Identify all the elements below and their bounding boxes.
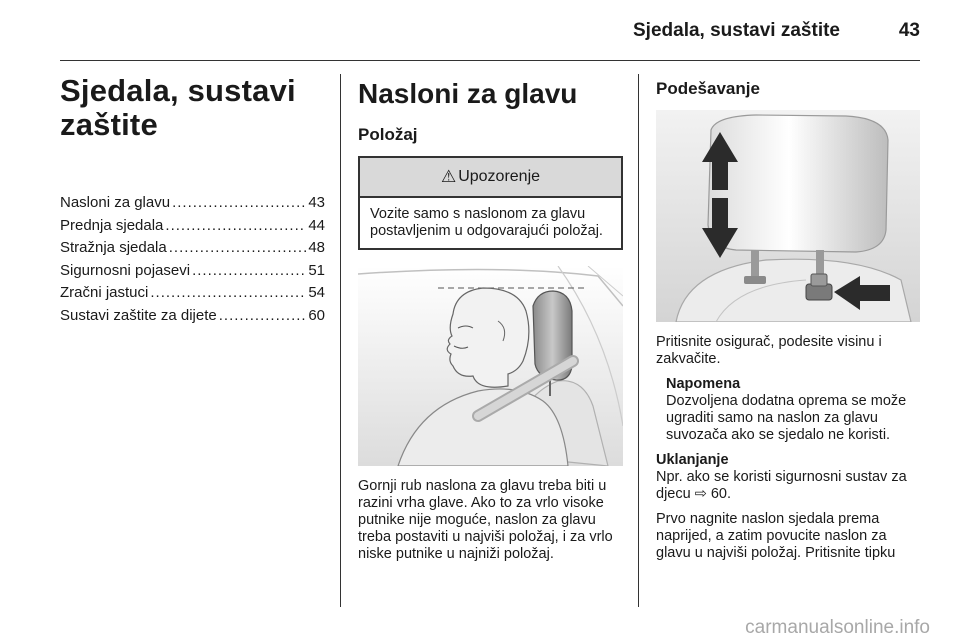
removal-text-1: Npr. ako se koristi sigurnosni sustav za djecu ⇨ 60. (656, 469, 907, 502)
note-box (666, 376, 921, 444)
position-description: Gornji rub naslona za glavu treba biti u razini vrha glave. Ako to za vrlo visoke putnike nije moguće, naslon za glavu treba postaviti u najviši položaj, i za vrlo niske putnike u najniži položaj. (358, 478, 613, 562)
adjustment-description: Pritisnite osigurač, podesite visinu i zakvačite. (656, 334, 882, 367)
toc-item-zracni-jastuci[interactable]: Zračni jastuci ..... 54 (60, 282, 325, 305)
toc-item-nasloni-za-glavu[interactable]: Nasloni za glavu ..... 43 (60, 192, 325, 215)
toc-item-sustavi-zastite-za-dijete[interactable]: Sustavi zaštite za dijete ..... 60 (60, 305, 325, 328)
toc-leader (150, 282, 306, 305)
removal-text-2: Prvo nagnite naslon sjedala prema naprijed, a zatim povucite naslon za glavu u najviši položaj. Pritisnite tipku (656, 511, 896, 561)
adjustment-heading: Podešavanje (656, 79, 760, 98)
warning-icon: ⚠ (440, 167, 457, 186)
headrest-adjustment-illustration (656, 110, 920, 322)
position-heading: Položaj (358, 125, 418, 144)
table-of-contents (60, 192, 325, 327)
note-text: Dozvoljena dodatna oprema se može ugraditi samo na naslon za glavu suvozača ako se sjedalo ne koristi. (666, 393, 907, 443)
running-header-title: Sjedala, sustavi zaštite (633, 20, 840, 41)
toc-leader (172, 192, 306, 215)
headrest-position-illustration (358, 266, 623, 466)
column-divider-1 (340, 74, 341, 607)
warning-text: Vozite samo s naslonom za glavu postavljenim u odgovarajući položaj. (370, 206, 603, 239)
chapter-title: Sjedala, sustavi zaštite (60, 73, 296, 142)
warning-box (358, 156, 623, 250)
adjustment-column (656, 74, 921, 570)
toc-item-prednja-sjedala[interactable]: Prednja sjedala ..... 44 (60, 215, 325, 238)
warning-header (360, 158, 621, 198)
note-heading: Napomena (666, 376, 741, 392)
toc-leader (192, 260, 306, 283)
column-divider-2 (638, 74, 639, 607)
toc-leader (165, 215, 306, 238)
toc-leader (219, 305, 307, 328)
removal-heading: Uklanjanje (656, 452, 729, 468)
toc-leader (169, 237, 307, 260)
page-number: 43 (898, 20, 920, 41)
warning-title: Upozorenje (458, 168, 541, 185)
header-divider (60, 60, 920, 61)
position-column (358, 74, 623, 563)
toc-item-sigurnosni-pojasevi[interactable]: Sigurnosni pojasevi ..... 51 (60, 260, 325, 283)
section-title: Nasloni za glavu (358, 78, 578, 109)
chapter-column (60, 74, 325, 327)
watermark: carmanualsonline.info (745, 617, 930, 638)
toc-item-straznja-sjedala[interactable]: Stražnja sjedala ..... 48 (60, 237, 325, 260)
